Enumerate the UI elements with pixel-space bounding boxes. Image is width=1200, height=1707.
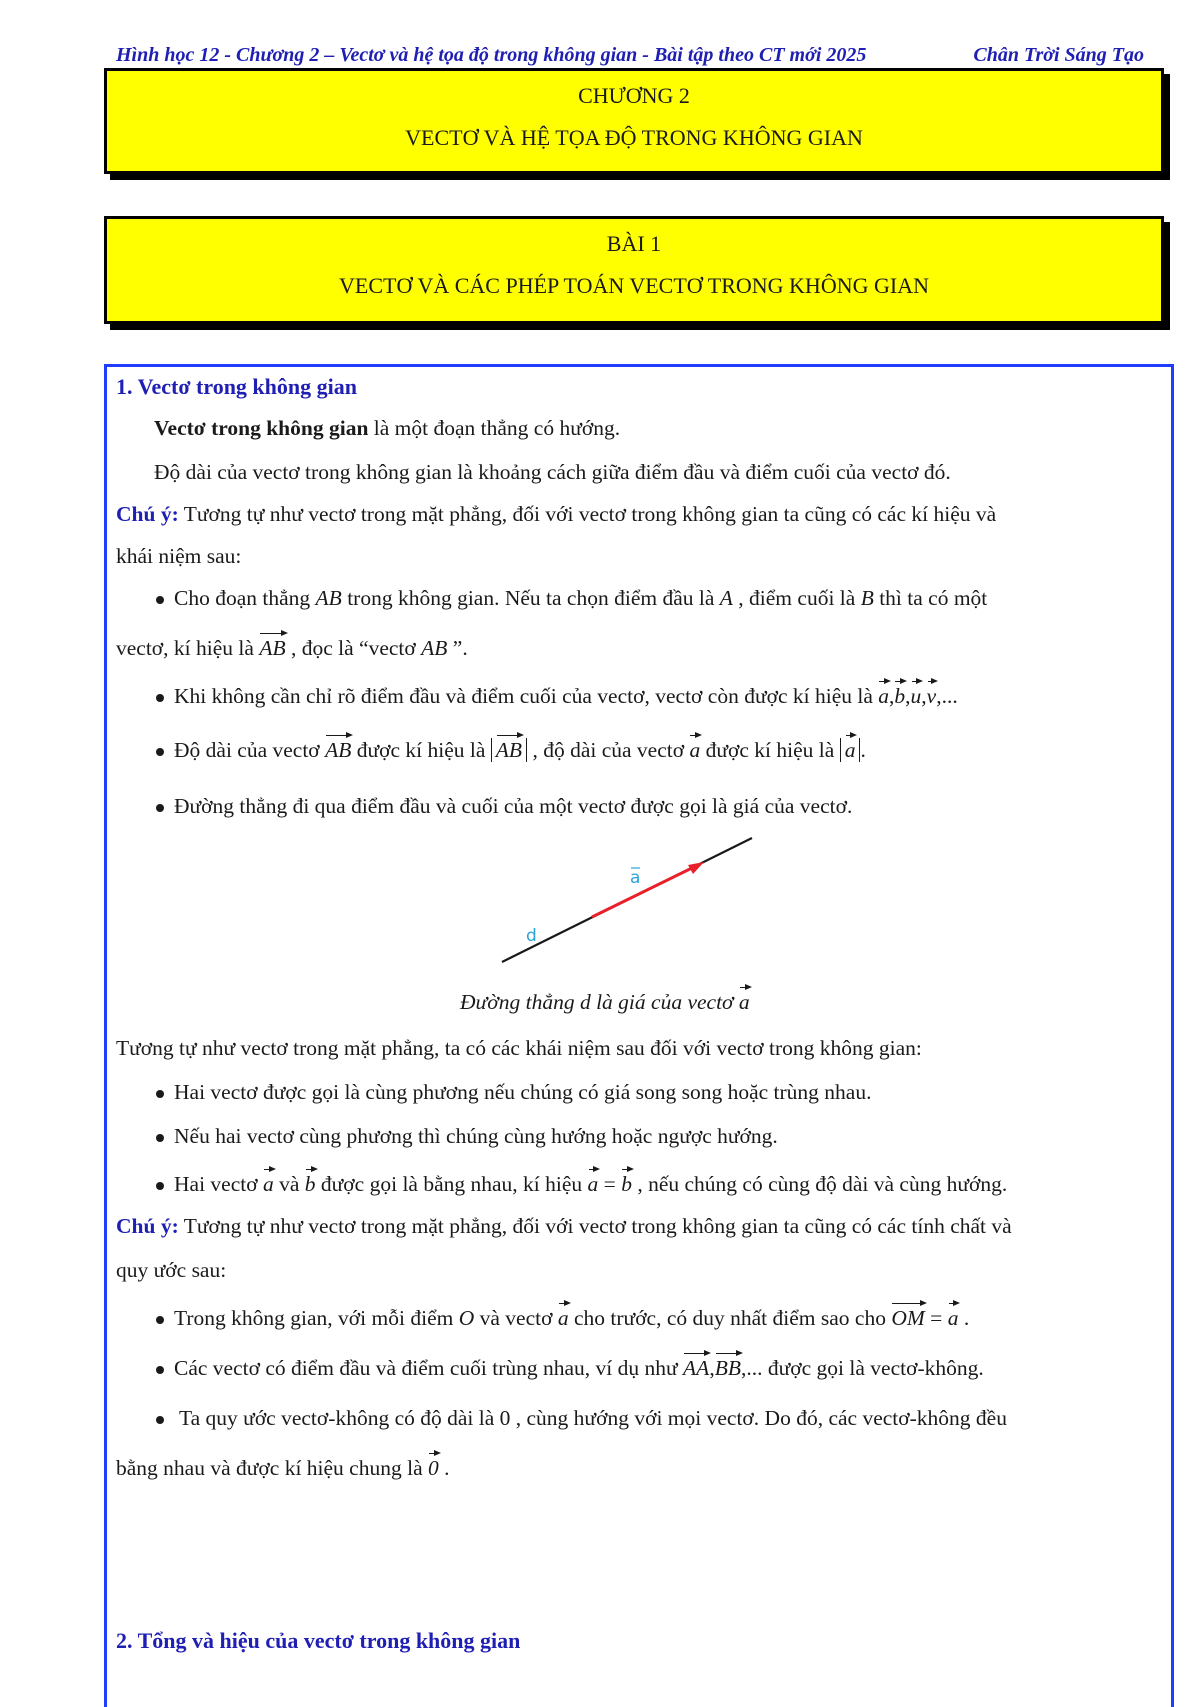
point-b: B <box>860 586 874 610</box>
segment-ab: AB <box>315 586 342 610</box>
property-1-text-d: . <box>958 1306 970 1330</box>
bullet-1-text-d: thì ta có một <box>873 586 988 610</box>
lesson-number: BÀI 1 <box>606 231 662 256</box>
vector-a-symbol: a <box>557 1306 569 1330</box>
vector-om-symbol: OM <box>891 1306 925 1330</box>
note-2 <box>116 1214 1012 1239</box>
lesson-name: VECTƠ VÀ CÁC PHÉP TOÁN VECTƠ TRONG KHÔNG GIAN <box>339 273 929 298</box>
bullet-dot <box>156 1182 164 1190</box>
concept-2 <box>156 1124 778 1149</box>
vector-u-symbol: u <box>910 684 922 708</box>
equation-b: b <box>621 1172 632 1196</box>
concept-3-text-b: và <box>273 1172 305 1196</box>
bullet-dot <box>156 596 164 604</box>
vector-a-symbol: a <box>947 1306 959 1330</box>
property-3-text-c: bằng nhau và được kí hiệu chung là <box>116 1456 428 1480</box>
vector-a-arrowhead <box>688 862 704 874</box>
length-a-symbol: a <box>844 738 856 762</box>
bullet-1-text-a: Cho đoạn thẳng <box>174 586 316 610</box>
bullet-4-text: Đường thẳng đi qua điểm đầu và cuối của một vectơ được gọi là giá của vectơ. <box>174 794 853 818</box>
vector-bb-symbol: BB <box>714 1356 741 1380</box>
point-a: A <box>719 586 733 610</box>
definition-rest: là một đoạn thẳng có hướng. <box>368 416 621 440</box>
caption-text-b: là giá của vectơ <box>590 990 739 1014</box>
property-2 <box>156 1356 984 1381</box>
property-3-text-d: . <box>438 1456 450 1480</box>
vector-b-symbol: b <box>304 1172 316 1196</box>
property-3 <box>156 1406 1007 1431</box>
caption-vector-a: a <box>738 990 750 1014</box>
bullet-4 <box>156 794 852 819</box>
length-definition: Độ dài của vectơ trong không gian là khoảng cách giữa điểm đầu và điểm cuối của vectơ đó. <box>154 460 951 484</box>
property-1-text-b: và vectơ <box>474 1306 558 1330</box>
section-1-title: 1. Vectơ trong không gian <box>116 374 357 399</box>
figure-caption <box>460 990 750 1015</box>
chapter-name: VECTƠ VÀ HỆ TỌA ĐỘ TRONG KHÔNG GIAN <box>405 125 863 150</box>
point-o: O <box>458 1306 475 1330</box>
property-1-text-c: cho trước, có duy nhất điểm sao cho <box>568 1306 892 1330</box>
vector-aa-symbol: AA <box>683 1356 710 1380</box>
bullet-dot <box>156 1090 164 1098</box>
bullet-1-text-h: ”. <box>447 636 468 660</box>
note-1-text: Tương tự như vectơ trong mặt phẳng, đối với vectơ trong không gian ta cũng có các kí hiệu và <box>178 502 997 526</box>
bullet-2-ellipsis: ,... <box>936 684 958 708</box>
section-2-title: 2. Tổng và hiệu của vectơ trong không gian <box>116 1628 521 1653</box>
vector-a-symbol: a <box>689 738 701 762</box>
note-2-continued: quy ước sau: <box>116 1258 227 1282</box>
comma: , <box>709 1356 715 1380</box>
bullet-dot <box>156 1366 164 1374</box>
concept-3-text-a: Hai vectơ <box>174 1172 263 1196</box>
note-1 <box>116 502 996 527</box>
bullet-dot <box>156 748 164 756</box>
bullet-1-text-b: trong không gian. Nếu ta chọn điểm đầu là <box>341 586 720 610</box>
lesson-title-box <box>104 216 1164 324</box>
bullet-2: Khi không cần chỉ rõ điểm đầu và điểm cuối của vectơ, vectơ còn được kí hiệu là a,b,u,v,... <box>156 684 958 709</box>
concept-3-text-d: , nếu chúng có cùng độ dài và cùng hướng. <box>631 1172 1008 1196</box>
intro-2: Tương tự như vectơ trong mặt phẳng, ta có các khái niệm sau đối với vectơ trong không gian: <box>116 1036 922 1060</box>
concept-1 <box>156 1080 871 1105</box>
caption-text-a: Đường thẳng <box>460 990 580 1014</box>
bullet-1-text-c: , điểm cuối là <box>732 586 861 610</box>
bullet-3-text-b: được kí hiệu là <box>351 738 491 762</box>
property-2-text-a: Các vectơ có điểm đầu và điểm cuối trùng nhau, ví dụ như <box>174 1356 684 1380</box>
note-1-continued: khái niệm sau: <box>116 544 242 568</box>
bullet-1 <box>156 586 987 611</box>
chapter-title-box <box>104 68 1164 174</box>
caption-d: d <box>579 990 591 1014</box>
definition-line <box>154 416 620 441</box>
vector-a-arrow <box>592 867 694 917</box>
concept-3 <box>156 1172 1007 1197</box>
zero-vector-symbol: 0 <box>428 1456 439 1480</box>
note-1-label: Chú ý: <box>116 502 179 526</box>
equals-sign: = <box>924 1306 948 1330</box>
bullet-dot <box>156 1134 164 1142</box>
definition-term: Vectơ trong không gian <box>154 416 369 440</box>
bullet-dot <box>156 1416 164 1424</box>
bullet-1-continued <box>116 636 468 661</box>
bullet-dot <box>156 694 164 702</box>
bullet-3-text-d: được kí hiệu là <box>700 738 840 762</box>
header-title: Hình học 12 - Chương 2 – Vectơ và hệ tọa độ trong không gian - Bài tập theo CT mới 2025 <box>116 44 867 66</box>
vector-ab-symbol: AB <box>325 738 352 762</box>
figure-label-d: d <box>526 926 537 946</box>
bullet-1-text-f: , đọc là “vectơ <box>285 636 422 660</box>
bullet-dot <box>156 804 164 812</box>
bullet-3-text-c: , độ dài của vectơ <box>527 738 690 762</box>
note-2-text: Tương tự như vectơ trong mặt phẳng, đối với vectơ trong không gian ta cũng có các tính chất và <box>178 1214 1012 1238</box>
figure-label-a: a <box>630 868 641 888</box>
equation-a: a <box>587 1172 599 1196</box>
bullet-2-text: Khi không cần chỉ rõ điểm đầu và điểm cuối của vectơ, vectơ còn được kí hiệu là <box>174 684 879 708</box>
vector-v-symbol: v <box>926 684 937 708</box>
property-1 <box>156 1306 969 1331</box>
note-2-label: Chú ý: <box>116 1214 179 1238</box>
chapter-number: CHƯƠNG 2 <box>578 83 690 108</box>
bullet-dot <box>156 1316 164 1324</box>
support-line-figure <box>490 828 770 978</box>
vector-ab-symbol: AB <box>259 636 286 660</box>
property-3-text-b: , cùng hướng với mọi vectơ. Do đó, các vectơ-không đều <box>510 1406 1007 1430</box>
property-1-text-a: Trong không gian, với mỗi điểm <box>174 1306 459 1330</box>
zero-value: 0 <box>499 1406 511 1430</box>
property-2-text-b: ,... được gọi là vectơ-không. <box>740 1356 984 1380</box>
vector-b-symbol: b <box>894 684 906 708</box>
vector-a-symbol: a <box>878 684 890 708</box>
concept-2-text: Nếu hai vectơ cùng phương thì chúng cùng hướng hoặc ngược hướng. <box>174 1124 778 1148</box>
concept-1-text: Hai vectơ được gọi là cùng phương nếu chúng có giá song song hoặc trùng nhau. <box>174 1080 872 1104</box>
concept-3-text-c: được gọi là bằng nhau, kí hiệu <box>315 1172 588 1196</box>
equals-sign: = <box>598 1172 622 1196</box>
bullet-1-text-e: vectơ, kí hiệu là <box>116 636 260 660</box>
property-3-continued <box>116 1456 450 1481</box>
vector-ab-reading: AB <box>421 636 448 660</box>
bullet-3 <box>156 738 866 763</box>
header-series: Chân Trời Sáng Tạo <box>973 44 1144 66</box>
length-ab-symbol: AB <box>495 738 523 762</box>
bullet-3-text-a: Độ dài của vectơ <box>174 738 326 762</box>
bullet-3-text-e: . <box>860 738 866 762</box>
vector-a-symbol: a <box>262 1172 274 1196</box>
property-3-text-a: Ta quy ước vectơ-không có độ dài là <box>174 1406 500 1430</box>
